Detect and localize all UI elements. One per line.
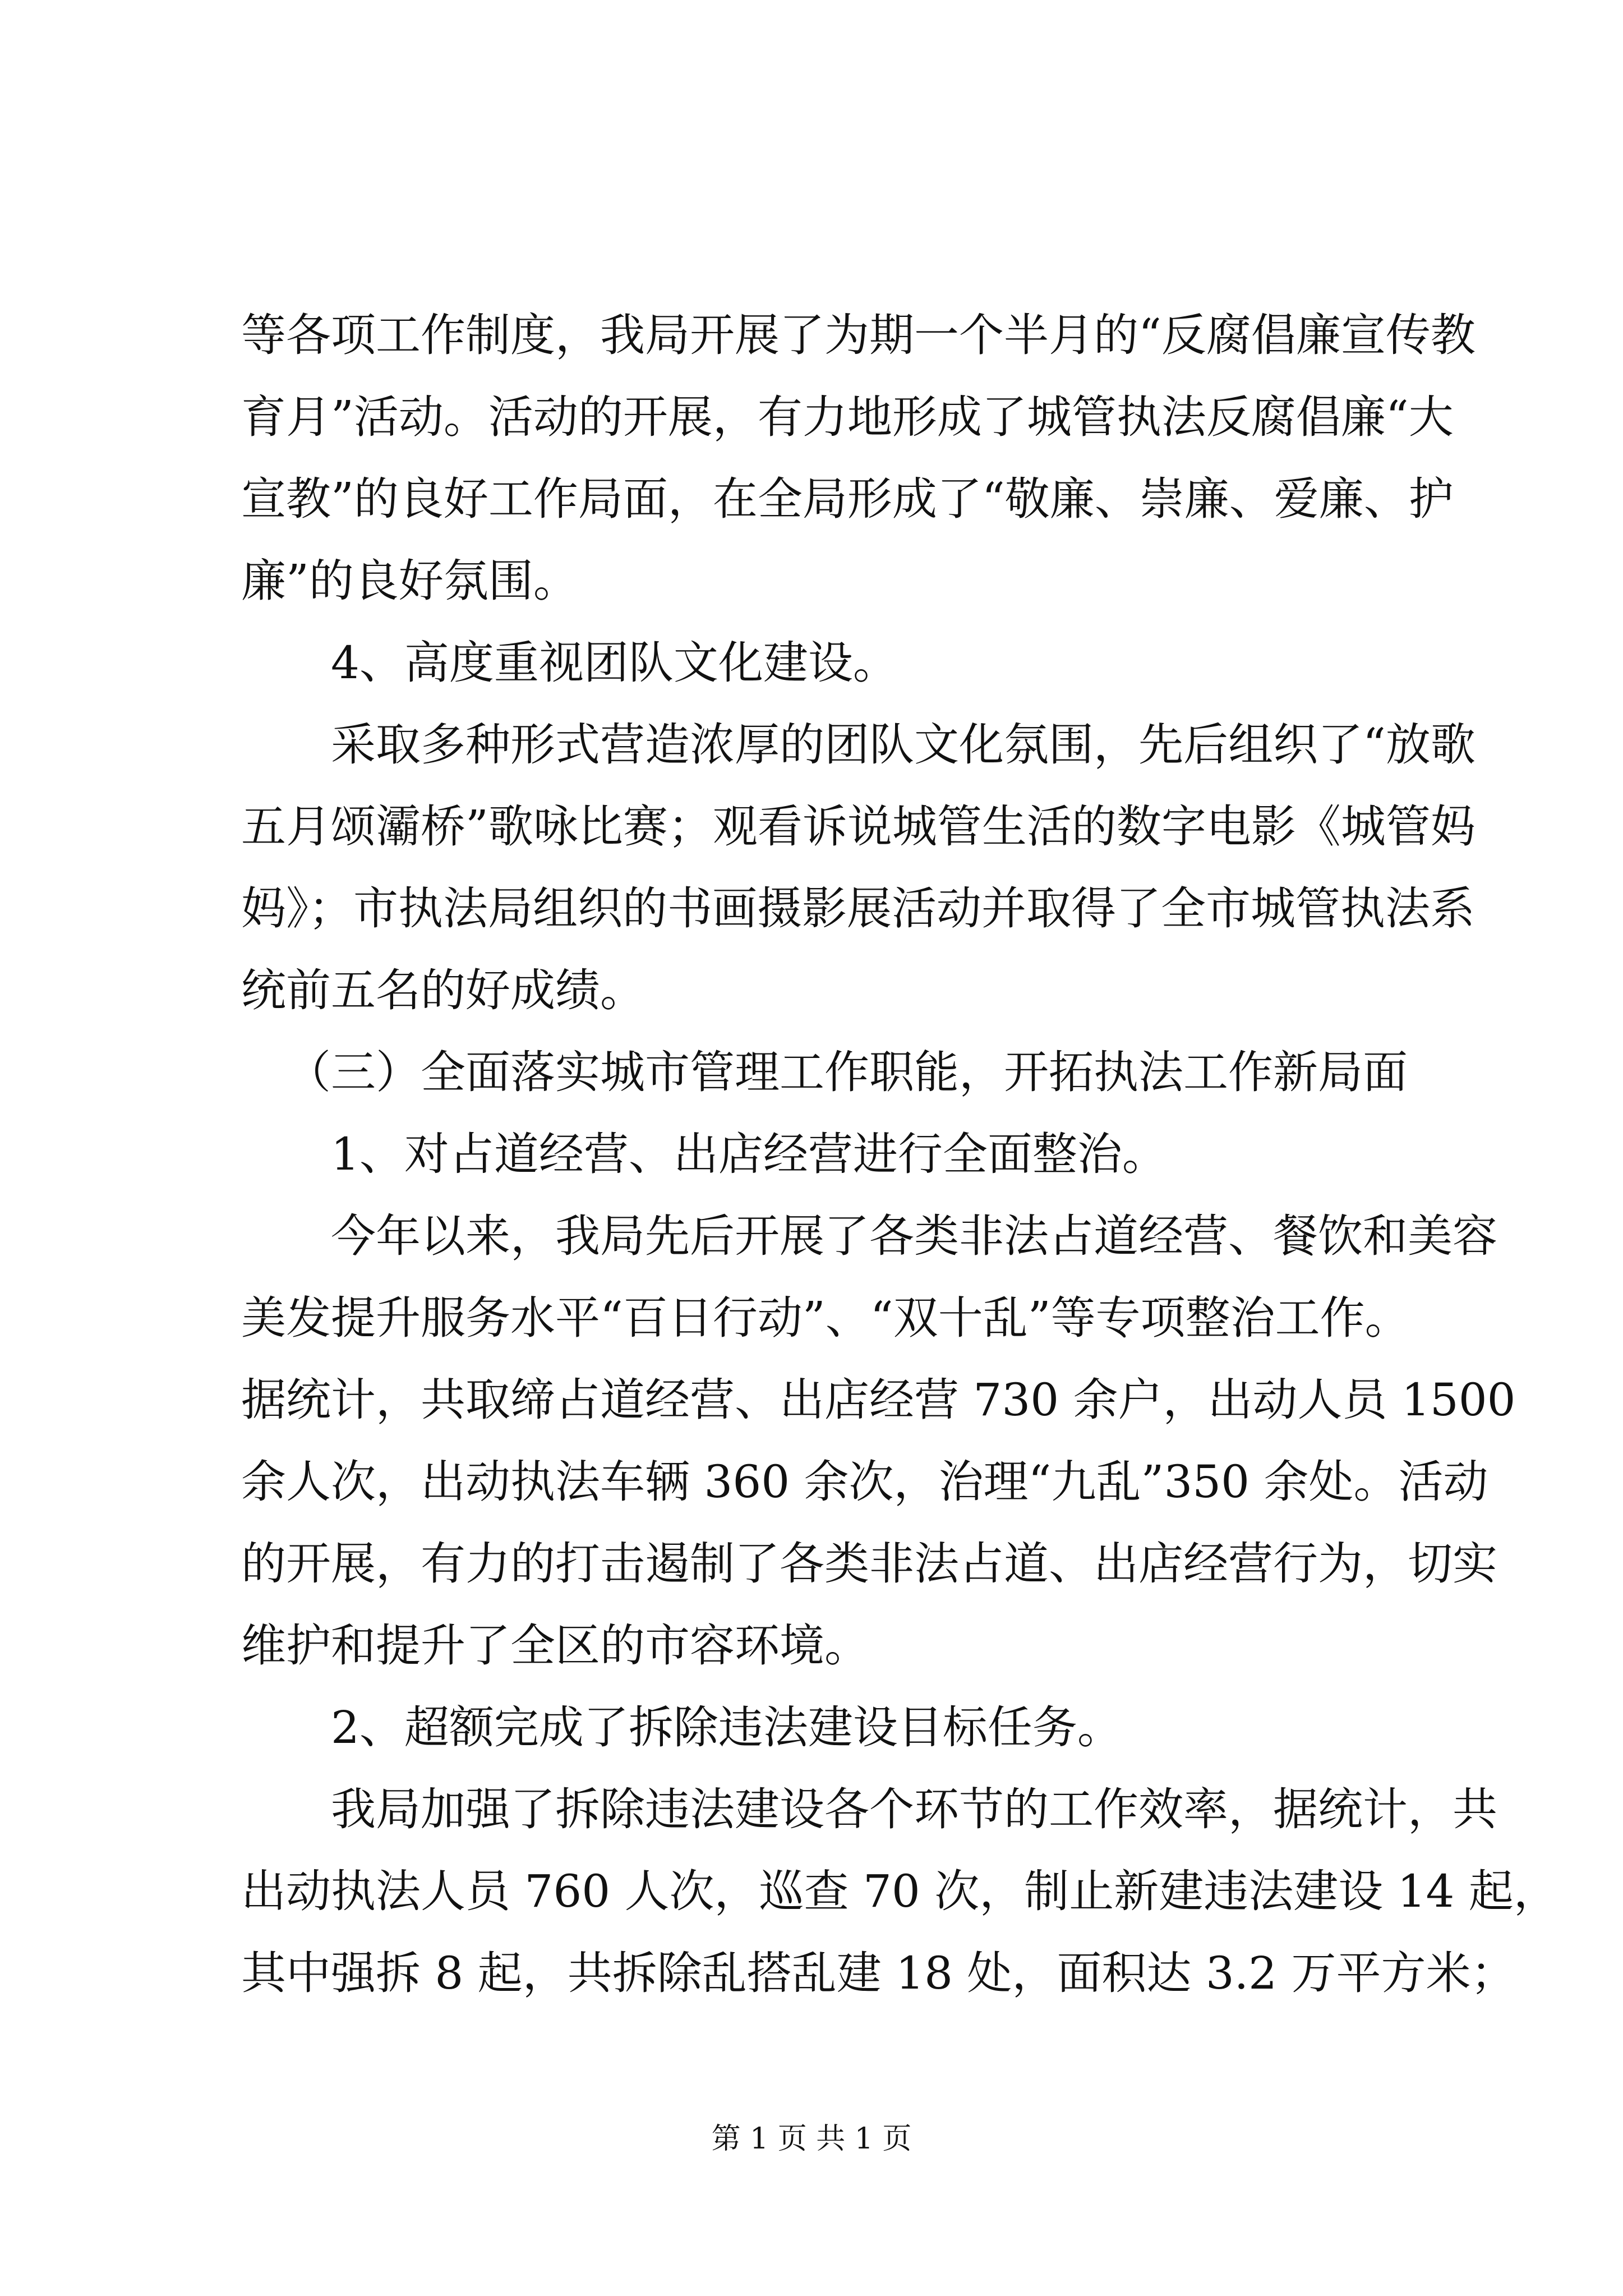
text-line-6: 采取多种形式营造浓厚的团队文化氛围，先后组织了“放歌 xyxy=(331,719,1476,771)
text-line-4: 廉”的良好氛围。 xyxy=(241,555,578,607)
section-heading-3: （三）全面落实城市管理工作职能，开拓执法工作新局面 xyxy=(286,1046,1408,1098)
text-line-17: 维护和提升了全区的市容环境。 xyxy=(241,1619,869,1672)
text-line-14: 据统计，共取缔占道经营、出店经营 730 余户，出动人员 1500 xyxy=(241,1374,1516,1426)
text-line-13: 美发提升服务水平“百日行动”、“双十乱”等专项整治工作。 xyxy=(241,1292,1410,1344)
text-line-12: 今年以来，我局先后开展了各类非法占道经营、餐饮和美容 xyxy=(331,1210,1497,1262)
text-line-7: 五月颂灞桥”歌咏比赛；观看诉说城管生活的数字电影《城管妈 xyxy=(241,800,1476,853)
subheading-1: 1、对占道经营、出店经营进行全面整治。 xyxy=(331,1128,1167,1180)
text-line-19: 我局加强了拆除违法建设各个环节的工作效率，据统计，共 xyxy=(331,1783,1497,1835)
text-line-1: 等各项工作制度，我局开展了为期一个半月的“反腐倡廉宣传教 xyxy=(241,309,1476,361)
page-number-footer: 第 1 页 共 1 页 xyxy=(711,2122,912,2156)
text-line-9: 统前五名的好成绩。 xyxy=(241,964,645,1016)
text-line-21: 其中强拆 8 起，共拆除乱搭乱建 18 处，面积达 3.2 万平方米； xyxy=(241,1947,1516,1999)
text-line-8: 妈》；市执法局组织的书画摄影展活动并取得了全市城管执法系 xyxy=(241,882,1475,935)
text-line-2: 育月”活动。活动的开展，有力地形成了城管执法反腐倡廉“大 xyxy=(241,391,1454,443)
document-body xyxy=(241,295,1559,2014)
text-line-3: 宣教”的良好工作局面，在全局形成了“敬廉、崇廉、爱廉、护 xyxy=(241,473,1454,525)
subheading-4: 4、高度重视团队文化建设。 xyxy=(331,637,898,689)
text-line-20: 出动执法人员 760 人次，巡查 70 次，制止新建违法建设 14 起， xyxy=(241,1865,1559,1917)
text-line-16: 的开展，有力的打击遏制了各类非法占道、出店经营行为，切实 xyxy=(241,1538,1497,1590)
text-line-15: 余人次，出动执法车辆 360 余次，治理“九乱”350 余处。活动 xyxy=(241,1456,1488,1508)
subheading-2: 2、超额完成了拆除违法建设目标任务。 xyxy=(331,1701,1122,1754)
